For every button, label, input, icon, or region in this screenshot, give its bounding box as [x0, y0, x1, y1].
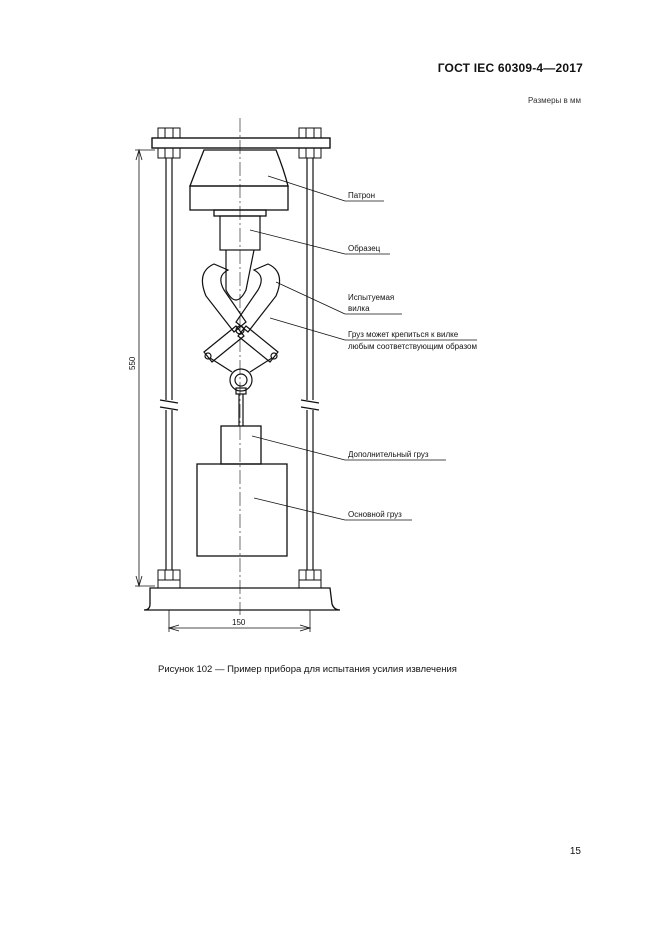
units-note: Размеры в мм	[528, 96, 581, 105]
width-dimension-label: 150	[232, 618, 246, 627]
top-crossbar	[152, 128, 330, 158]
label-attach-line1: Груз может крепиться к вилке	[348, 330, 459, 339]
page-number: 15	[569, 846, 581, 857]
test-plug-clamp	[202, 264, 279, 426]
height-dimension	[135, 150, 155, 586]
figure-caption: Рисунок 102 — Пример прибора для испытания усилия извлечения	[158, 664, 457, 675]
document-header: ГОСТ IEC 60309-4—2017	[437, 61, 583, 75]
label-holder: Патрон	[348, 191, 376, 200]
label-test-plug-line1: Испытуемая	[348, 293, 395, 302]
label-test-plug-line2: вилка	[348, 304, 370, 313]
height-dimension-label: 550	[128, 356, 137, 370]
label-extra-weight: Дополнительный груз	[348, 450, 429, 459]
holder	[190, 150, 288, 216]
label-attach-line2: любым соответствующим образом	[348, 342, 477, 351]
weights	[197, 426, 287, 556]
label-specimen: Образец	[348, 244, 381, 253]
base-plate	[144, 570, 340, 610]
label-main-weight: Основной груз	[348, 510, 402, 519]
